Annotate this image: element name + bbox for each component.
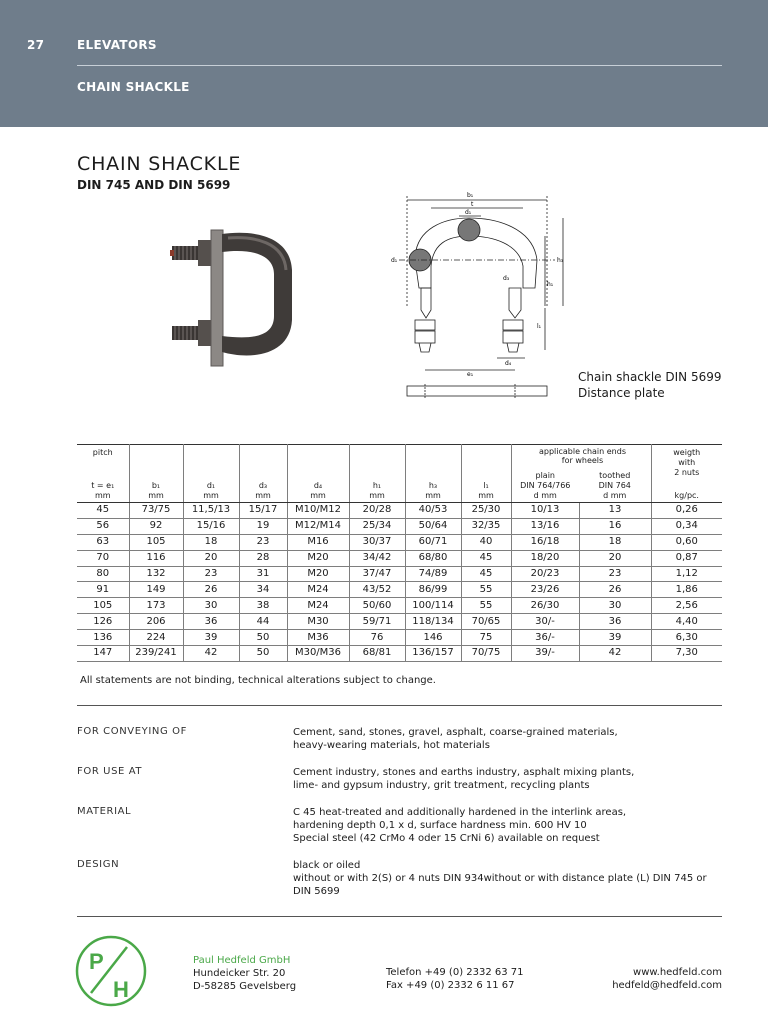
table-cell: 39: [183, 630, 239, 646]
table-cell: 126: [77, 614, 129, 630]
dim-h1-label: h₁: [547, 281, 554, 288]
label-design: DESIGN: [77, 859, 120, 870]
table-cell: M24: [287, 582, 349, 598]
company-contact-phone: [386, 966, 524, 992]
table-cell: 16/18: [511, 534, 579, 550]
header-d1: d₁ mm: [183, 445, 239, 503]
page-title: CHAIN SHACKLE: [77, 153, 242, 175]
table-cell: 30: [183, 598, 239, 614]
table-cell: 136: [77, 630, 129, 646]
table-cell: 34: [239, 582, 287, 598]
table-cell: M20: [287, 550, 349, 566]
company-name: Paul Hedfeld GmbH: [193, 955, 291, 966]
table-cell: 26: [579, 582, 651, 598]
table-cell: 63: [77, 534, 129, 550]
table-cell: 19: [239, 518, 287, 534]
table-cell: 25/34: [349, 518, 405, 534]
table-row: [77, 614, 722, 630]
table-cell: 23: [183, 566, 239, 582]
table-cell: 60/71: [405, 534, 461, 550]
table-cell: 18: [183, 534, 239, 550]
table-cell: M30/M36: [287, 646, 349, 662]
table-cell: 28: [239, 550, 287, 566]
table-cell: 43/52: [349, 582, 405, 598]
header-h1: h₁ mm: [349, 445, 405, 503]
table-cell: 70/75: [461, 646, 511, 662]
table-row: [77, 582, 722, 598]
table-cell: 30/37: [349, 534, 405, 550]
table-cell: 30/-: [511, 614, 579, 630]
svg-text:H: H: [113, 977, 129, 1002]
table-cell: 16: [579, 518, 651, 534]
table-cell: 32/35: [461, 518, 511, 534]
table-cell: 136/157: [405, 646, 461, 662]
table-cell: 1,86: [651, 582, 722, 598]
table-cell: 92: [129, 518, 183, 534]
table-cell: M20: [287, 566, 349, 582]
table-cell: 45: [461, 566, 511, 582]
table-cell: 56: [77, 518, 129, 534]
caption-line-shackle: Chain shackle DIN 5699: [578, 370, 722, 384]
table-row: [77, 550, 722, 566]
company-address: [193, 954, 296, 993]
header-toothed: toothed DIN 764 d mm: [579, 445, 651, 503]
table-cell: 20/28: [349, 503, 405, 519]
value-material: C 45 heat-treated and additionally hardened in the interlink areas, hardening depth 0,1 x d, surface hardness min. 600 HV 10 Special steel (42 CrMo 4 oder 15 CrNi 6) available on request: [293, 807, 627, 844]
caption-line-plate: Distance plate: [578, 386, 665, 400]
table-cell: 0,34: [651, 518, 722, 534]
dim-d1-label: d₁: [465, 209, 472, 216]
table-cell: 1,12: [651, 566, 722, 582]
table-row: [77, 518, 722, 534]
table-cell: 18: [579, 534, 651, 550]
table-cell: 11,5/13: [183, 503, 239, 519]
svg-text:P: P: [89, 949, 104, 974]
table-cell: 38: [239, 598, 287, 614]
table-cell: 30: [579, 598, 651, 614]
header-l1: l₁ mm: [461, 445, 511, 503]
website-link[interactable]: www.hedfeld.com: [633, 967, 722, 978]
section-title: ELEVATORS: [77, 38, 157, 52]
table-cell: 50/60: [349, 598, 405, 614]
table-cell: 34/42: [349, 550, 405, 566]
table-cell: 116: [129, 550, 183, 566]
table-cell: 146: [405, 630, 461, 646]
header-h3: h₃ mm: [405, 445, 461, 503]
table-cell: M12/M14: [287, 518, 349, 534]
table-cell: 149: [129, 582, 183, 598]
table-cell: 26/30: [511, 598, 579, 614]
table-cell: 59/71: [349, 614, 405, 630]
value-design: black or oiled without or with 2(S) or 4 nuts DIN 934without or with distance plate (L) DIN 745 or DIN 5699: [293, 860, 707, 897]
table-cell: 50/64: [405, 518, 461, 534]
divider-bottom: [77, 916, 722, 917]
table-cell: 39/-: [511, 646, 579, 662]
table-cell: M10/M12: [287, 503, 349, 519]
table-cell: 15/17: [239, 503, 287, 519]
header-b1: b₁ mm: [129, 445, 183, 503]
table-cell: 39: [579, 630, 651, 646]
dim-d3b-label: d₃: [503, 275, 510, 282]
table-cell: 105: [77, 598, 129, 614]
table-cell: 206: [129, 614, 183, 630]
table-cell: M16: [287, 534, 349, 550]
table-cell: 44: [239, 614, 287, 630]
label-conveying: FOR CONVEYING OF: [77, 726, 187, 737]
dim-d4-label: d₄: [505, 360, 512, 367]
phone-number: Telefon +49 (0) 2332 63 71: [386, 967, 524, 978]
table-cell: 36: [579, 614, 651, 630]
table-cell: 20/23: [511, 566, 579, 582]
table-cell: 26: [183, 582, 239, 598]
table-cell: 42: [579, 646, 651, 662]
table-cell: 70/65: [461, 614, 511, 630]
table-cell: 80: [77, 566, 129, 582]
company-street: Hundeicker Str. 20: [193, 968, 286, 979]
table-cell: 37/47: [349, 566, 405, 582]
header-d3: d₃ mm: [239, 445, 287, 503]
subsection-title: CHAIN SHACKLE: [77, 80, 190, 94]
table-cell: 68/80: [405, 550, 461, 566]
table-cell: 40/53: [405, 503, 461, 519]
table-cell: 173: [129, 598, 183, 614]
table-cell: 18/20: [511, 550, 579, 566]
dim-b1-label: b₁: [467, 192, 474, 199]
fax-number: Fax +49 (0) 2332 6 11 67: [386, 980, 515, 991]
table-cell: 73/75: [129, 503, 183, 519]
table-cell: M24: [287, 598, 349, 614]
table-cell: 147: [77, 646, 129, 662]
table-row: [77, 630, 722, 646]
company-contact-web: [612, 966, 722, 992]
table-row: [77, 566, 722, 582]
table-cell: 45: [461, 550, 511, 566]
table-row: [77, 503, 722, 519]
table-cell: 31: [239, 566, 287, 582]
table-cell: 68/81: [349, 646, 405, 662]
table-cell: 86/99: [405, 582, 461, 598]
table-cell: 0,26: [651, 503, 722, 519]
value-use-at: Cement industry, stones and earths industry, asphalt mixing plants, lime- and gypsum industry, grit treatment, recycling plants: [293, 767, 635, 791]
table-row: [77, 534, 722, 550]
table-cell: 23/26: [511, 582, 579, 598]
table-cell: 36: [183, 614, 239, 630]
technical-drawing: [385, 188, 570, 400]
disclaimer-note: All statements are not binding, technical alterations subject to change.: [80, 675, 436, 686]
table-cell: 10/13: [511, 503, 579, 519]
table-cell: 2,56: [651, 598, 722, 614]
table-cell: 0,87: [651, 550, 722, 566]
table-cell: 42: [183, 646, 239, 662]
table-cell: 15/16: [183, 518, 239, 534]
specification-table: [77, 444, 722, 662]
table-cell: 13: [579, 503, 651, 519]
dim-t-label: t: [471, 201, 474, 208]
dim-l1-label: l₁: [537, 323, 542, 330]
header-d4: d₄ mm: [287, 445, 349, 503]
header-divider: [77, 65, 722, 66]
dim-d3-label: d₁: [391, 257, 398, 264]
table-cell: 4,40: [651, 614, 722, 630]
table-cell: 36/-: [511, 630, 579, 646]
table-cell: 40: [461, 534, 511, 550]
hedfeld-logo: [75, 935, 147, 1007]
page-number: 27: [27, 38, 45, 52]
table-cell: 55: [461, 598, 511, 614]
table-row: [77, 598, 722, 614]
table-cell: 50: [239, 630, 287, 646]
table-cell: 45: [77, 503, 129, 519]
table-cell: 224: [129, 630, 183, 646]
email-link[interactable]: hedfeld@hedfeld.com: [612, 980, 722, 991]
header-weight: weigth with 2 nuts kg/pc.: [651, 445, 722, 503]
table-cell: 100/114: [405, 598, 461, 614]
company-city: D-58285 Gevelsberg: [193, 981, 297, 992]
header-pitch: pitch t = e₁ mm: [77, 445, 129, 503]
table-cell: 7,30: [651, 646, 722, 662]
table-cell: 25/30: [461, 503, 511, 519]
label-material: MATERIAL: [77, 806, 132, 817]
table-cell: 91: [77, 582, 129, 598]
table-cell: 132: [129, 566, 183, 582]
table-header-row: [77, 445, 722, 503]
value-conveying: Cement, sand, stones, gravel, asphalt, coarse-grained materials, heavy-wearing materials, hot materials: [293, 727, 618, 751]
table-cell: 50: [239, 646, 287, 662]
label-use-at: FOR USE AT: [77, 766, 143, 777]
drawing-caption: [578, 369, 722, 401]
table-cell: 6,30: [651, 630, 722, 646]
divider-top: [77, 705, 722, 706]
table-cell: 118/134: [405, 614, 461, 630]
header-plain: applicable chain ends for wheels plain DIN 764/766 d mm: [511, 445, 579, 503]
header-band: [0, 0, 768, 127]
table-cell: 74/89: [405, 566, 461, 582]
table-cell: 20: [183, 550, 239, 566]
table-cell: 76: [349, 630, 405, 646]
table-cell: M36: [287, 630, 349, 646]
table-cell: M30: [287, 614, 349, 630]
table-cell: 23: [579, 566, 651, 582]
table-cell: 239/241: [129, 646, 183, 662]
table-row: [77, 646, 722, 662]
table-cell: 20: [579, 550, 651, 566]
page-subtitle: DIN 745 AND DIN 5699: [77, 178, 231, 192]
table-cell: 105: [129, 534, 183, 550]
dim-e1-label: e₁: [467, 371, 474, 378]
table-cell: 23: [239, 534, 287, 550]
table-cell: 70: [77, 550, 129, 566]
chain-shackle-photo: [150, 200, 318, 376]
dim-h3-label: h₃: [557, 257, 564, 264]
table-cell: 55: [461, 582, 511, 598]
table-cell: 13/16: [511, 518, 579, 534]
table-cell: 75: [461, 630, 511, 646]
table-cell: 0,60: [651, 534, 722, 550]
